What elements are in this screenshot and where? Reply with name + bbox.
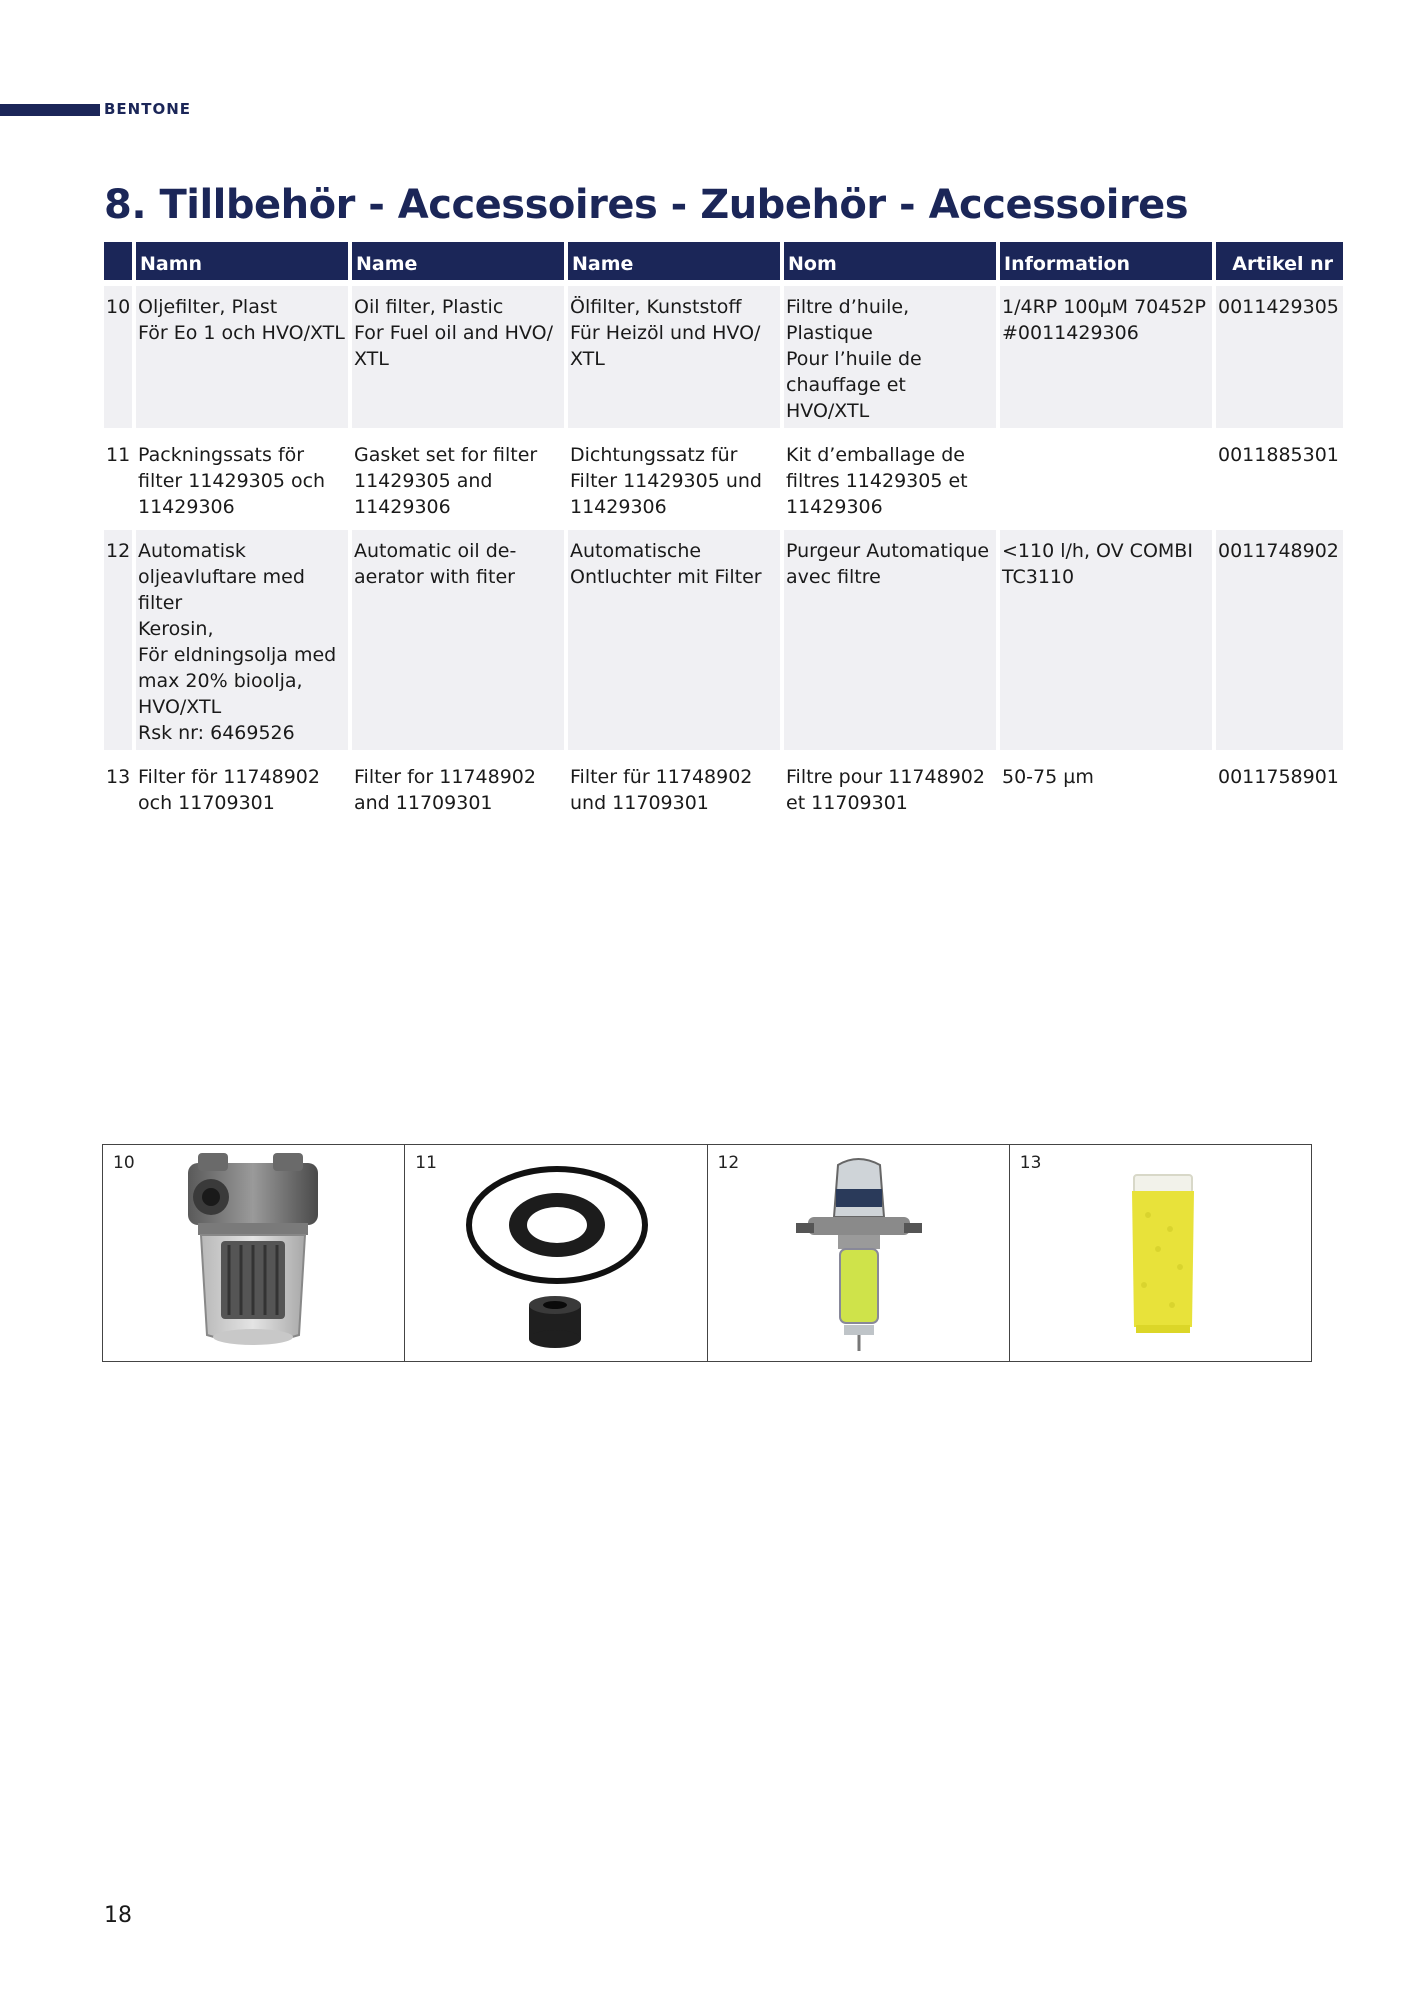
filter-insert-icon [1010, 1145, 1312, 1363]
brand-name: BENTONE [104, 100, 192, 118]
image-label: 10 [113, 1153, 135, 1173]
row-number: 11 [106, 444, 131, 466]
cell-de: Filter für 11748902 und 11709301 [570, 766, 753, 814]
row-number: 13 [106, 766, 131, 788]
header-artikel-nr: Artikel nr [1216, 242, 1343, 280]
table-row [104, 434, 1343, 524]
header-name-en: Name [352, 242, 564, 280]
row-number: 12 [104, 530, 132, 750]
cell-en: Oil filter, Plastic For Fuel oil and HVO/ XTL [352, 286, 564, 428]
cell-fr: Kit d’emballage de filtres 11429305 et 11429306 [786, 444, 968, 518]
cell-sv: Packningssats för filter 11429305 och 11429306 [138, 444, 326, 518]
header-information: Information [1000, 242, 1212, 280]
cell-info: 1/4RP 100µM 70452P #0011429306 [1000, 286, 1212, 428]
cell-article: 0011758901 [1218, 766, 1339, 788]
table-row [104, 530, 1343, 750]
cell-sv: Oljefilter, Plast För Eo 1 och HVO/XTL [136, 286, 348, 428]
gasket-set-icon [405, 1145, 707, 1363]
cell-en: Filter for 11748902 and 11709301 [354, 766, 536, 814]
header-namn: Namn [136, 242, 348, 280]
table-row [104, 286, 1343, 428]
row-number: 10 [104, 286, 132, 428]
image-label: 13 [1019, 1153, 1042, 1173]
image-cell-13 [1010, 1145, 1311, 1361]
image-label: 11 [415, 1153, 437, 1173]
product-image-grid [102, 1144, 1312, 1362]
cell-sv: Filter för 11748902 och 11709301 [138, 766, 320, 814]
oil-filter-icon [103, 1145, 405, 1363]
cell-article: 0011429305 [1216, 286, 1343, 428]
cell-fr: Filtre pour 11748902 et 11709301 [786, 766, 985, 814]
cell-de: Dichtungssatz für Filter 11429305 und 11429306 [570, 444, 762, 518]
cell-fr: Purgeur Automatique avec filtre [784, 530, 996, 750]
deaerator-icon [708, 1145, 1010, 1363]
cell-article: 0011885301 [1218, 444, 1339, 466]
cell-article: 0011748902 [1216, 530, 1343, 750]
cell-fr: Filtre d’huile, Plastique Pour l’huile de chauffage et HVO/XTL [784, 286, 996, 428]
cell-en: Automatic oil de- aerator with fiter [352, 530, 564, 750]
cell-info [1000, 434, 1212, 524]
page-title: 8. Tillbehör - Accessoires - Zubehör - Accessoires [104, 182, 1189, 228]
cell-info: 50-75 µm [1002, 766, 1094, 788]
accessories-table [100, 236, 1347, 826]
cell-de: Automatische Ontluchter mit Filter [568, 530, 780, 750]
page-number: 18 [104, 1903, 132, 1928]
cell-de: Ölfilter, Kunststoff Für Heizöl und HVO/ XTL [568, 286, 780, 428]
image-label: 12 [717, 1153, 740, 1173]
image-cell-11 [405, 1145, 707, 1361]
table-row [104, 756, 1343, 820]
header-nom: Nom [784, 242, 996, 280]
table-header-row [104, 242, 1343, 280]
cell-sv: Automatisk oljeavluftare med filter Kerosin, För eldningsolja med max 20% bioolja, HVO/XTL Rsk nr: 6469526 [136, 530, 348, 750]
image-cell-10 [103, 1145, 405, 1361]
header-num [104, 242, 132, 280]
cell-info: <110 l/h, OV COMBI TC3110 [1000, 530, 1212, 750]
image-cell-12 [708, 1145, 1010, 1361]
brand-bar [0, 104, 100, 116]
header-name-de: Name [568, 242, 780, 280]
cell-en: Gasket set for filter 11429305 and 11429306 [354, 444, 538, 518]
